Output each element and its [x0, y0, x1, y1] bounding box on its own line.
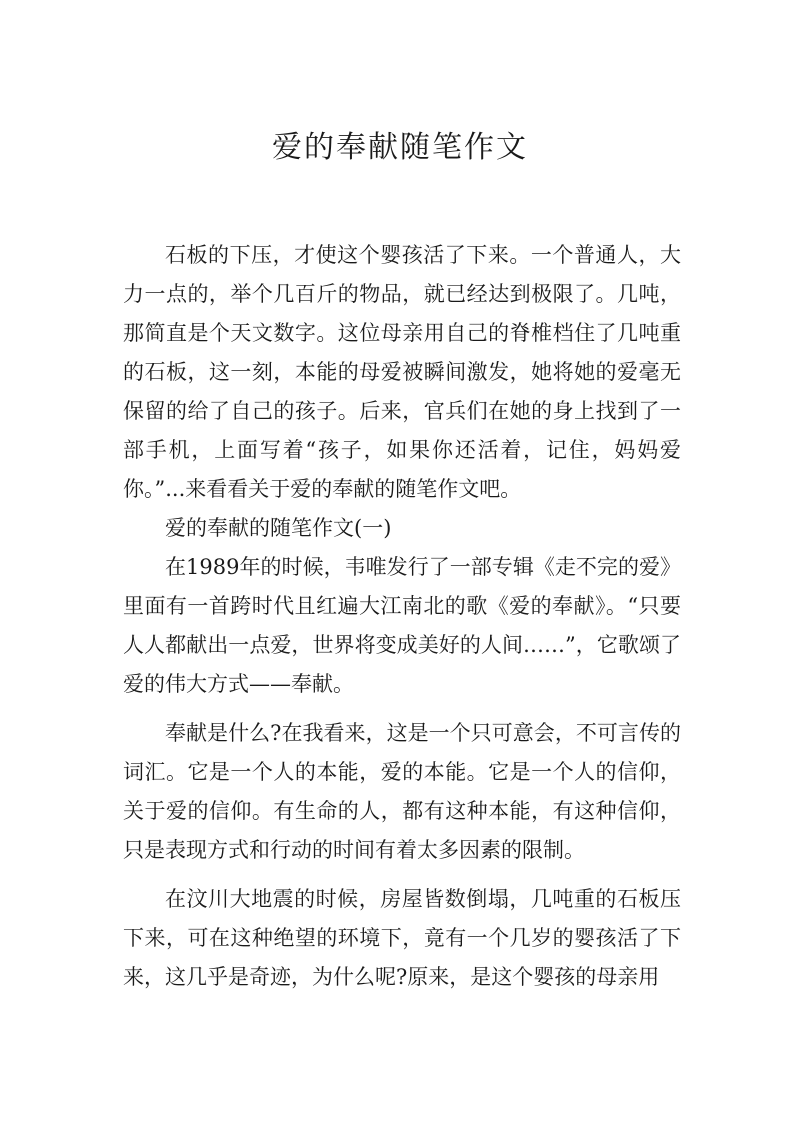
document-title: 爱的奉献随笔作文 [272, 130, 528, 165]
paragraph-what-is-devotion: 奉献是什么?在我看来，这是一个只可意会，不可言传的词汇。它是一个人的本能，爱的本能。它是一个人的信仰，关于爱的信仰。有生命的人，都有这种本能，有这种信仰，只是表现方式和行动的时间有着太多因素的限制。 [123, 721, 681, 862]
paragraph-song: 在1989年的时候，韦唯发行了一部专辑《走不完的爱》里面有一首跨时代且红遍大江南北的歌《爱的奉献》。“只要人人都献出一点爱，世界将变成美好的人间……”，它歌颂了爱的伟大方式——奉献。 [123, 555, 681, 696]
document-body [123, 236, 681, 997]
section-heading: 爱的奉献的随笔作文(一) [165, 516, 392, 540]
paragraph-earthquake: 在汶川大地震的时候，房屋皆数倒塌，几吨重的石板压下来，可在这种绝望的环境下，竟有一个几岁的婴孩活了下来，这几乎是奇迹，为什么呢?原来，是这个婴孩的母亲用 [123, 887, 681, 989]
paragraph-intro: 石板的下压，才使这个婴孩活了下来。一个普通人，大力一点的，举个几百斤的物品，就已经达到极限了。几吨，那简直是个天文数字。这位母亲用自己的脊椎档住了几吨重的石板，这一刻，本能的母爱被瞬间激发，她将她的爱毫无保留的给了自己的孩子。后来，官兵们在她的身上找到了一部手机，上面写着“孩子，如果你还活着，记住，妈妈爱你。”...来看看关于爱的奉献的随笔作文吧。 [123, 243, 681, 501]
